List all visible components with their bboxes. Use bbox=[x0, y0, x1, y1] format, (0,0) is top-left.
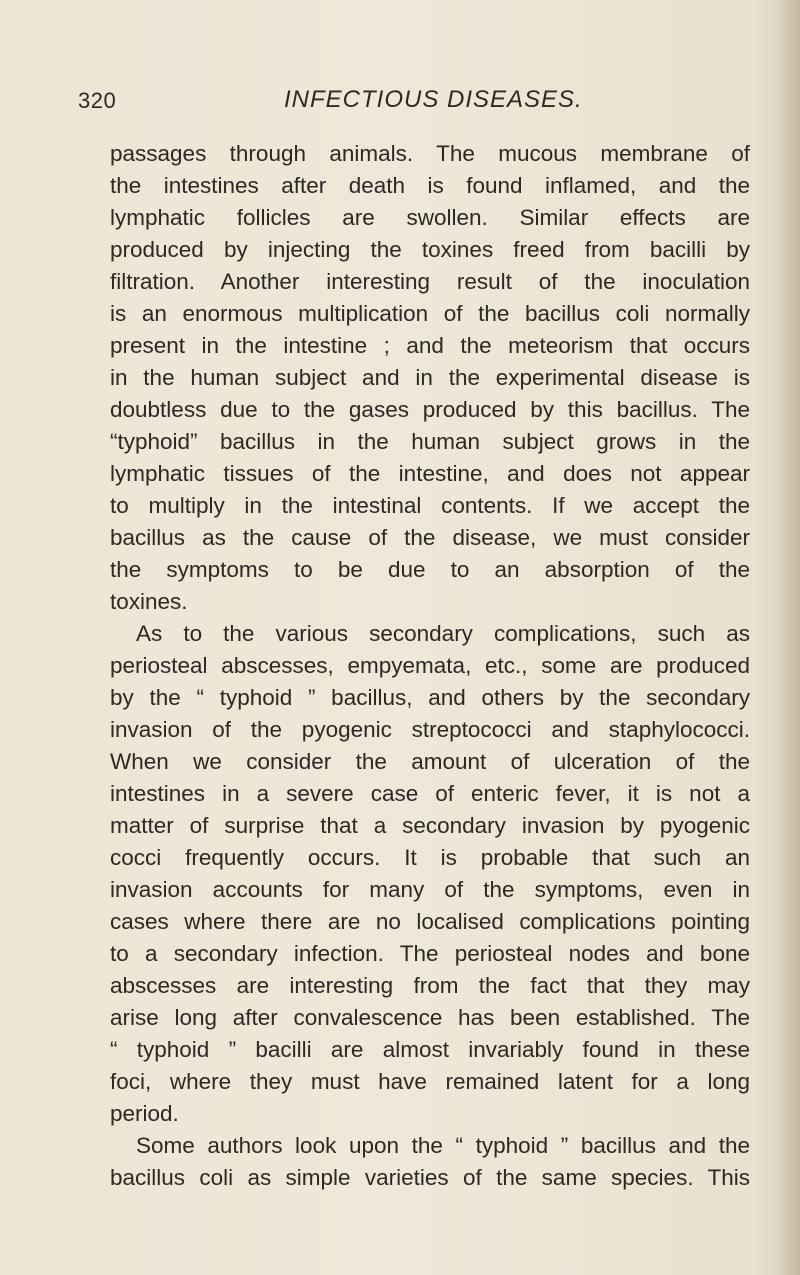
text-line: foci, where they must have remained latent for a long bbox=[110, 1069, 750, 1094]
text-line: matter of surprise that a secondary invasion by pyogenic bbox=[110, 813, 750, 838]
text-line: filtration. Another interesting result of the inoculation bbox=[110, 269, 750, 294]
text-line: period. bbox=[110, 1101, 179, 1126]
text-line: bacillus as the cause of the disease, we must consider bbox=[110, 525, 750, 550]
text-line: cases where there are no localised complications pointing bbox=[110, 909, 750, 934]
text-line: in the human subject and in the experimental disease is bbox=[110, 365, 750, 390]
text-line: is an enormous multiplication of the bacillus coli normally bbox=[110, 301, 750, 326]
text-line: the intestines after death is found inflamed, and the bbox=[110, 173, 750, 198]
text-line: bacillus coli as simple varieties of the same species. This bbox=[110, 1165, 750, 1190]
text-line: toxines. bbox=[110, 589, 188, 614]
page-edge-shadow bbox=[774, 0, 800, 1275]
body-text bbox=[110, 138, 750, 1194]
text-line: by the “ typhoid ” bacillus, and others by the secondary bbox=[110, 685, 750, 710]
page-header bbox=[78, 82, 678, 118]
running-head-title: INFECTIOUS DISEASES. bbox=[284, 86, 583, 113]
text-line: passages through animals. The mucous membrane of bbox=[110, 141, 750, 166]
text-line: abscesses are interesting from the fact that they may bbox=[110, 973, 750, 998]
text-line: produced by injecting the toxines freed from bacilli by bbox=[110, 237, 750, 262]
text-line: cocci frequently occurs. It is probable that such an bbox=[110, 845, 750, 870]
text-line: When we consider the amount of ulceration of the bbox=[110, 749, 750, 774]
text-line: arise long after convalescence has been established. The bbox=[110, 1005, 750, 1030]
text-line: the symptoms to be due to an absorption of the bbox=[110, 557, 750, 582]
text-line: “typhoid” bacillus in the human subject grows in the bbox=[110, 429, 750, 454]
page-number: 320 bbox=[78, 88, 117, 113]
text-line: periosteal abscesses, empyemata, etc., some are produced bbox=[110, 653, 750, 678]
text-line: Some authors look upon the “ typhoid ” bacillus and the bbox=[136, 1133, 750, 1158]
text-line: intestines in a severe case of enteric fever, it is not a bbox=[110, 781, 750, 806]
text-line: to a secondary infection. The periosteal nodes and bone bbox=[110, 941, 750, 966]
text-line: lymphatic tissues of the intestine, and does not appear bbox=[110, 461, 750, 486]
text-line: invasion accounts for many of the symptoms, even in bbox=[110, 877, 750, 902]
text-line: doubtless due to the gases produced by this bacillus. The bbox=[110, 397, 750, 422]
text-line: to multiply in the intestinal contents. If we accept the bbox=[110, 493, 750, 518]
text-line: lymphatic follicles are swollen. Similar effects are bbox=[110, 205, 750, 230]
text-line: invasion of the pyogenic streptococci and staphylococci. bbox=[110, 717, 750, 742]
text-line: “ typhoid ” bacilli are almost invariably found in these bbox=[110, 1037, 750, 1062]
text-line: As to the various secondary complications, such as bbox=[136, 621, 750, 646]
text-line: present in the intestine ; and the meteorism that occurs bbox=[110, 333, 750, 358]
